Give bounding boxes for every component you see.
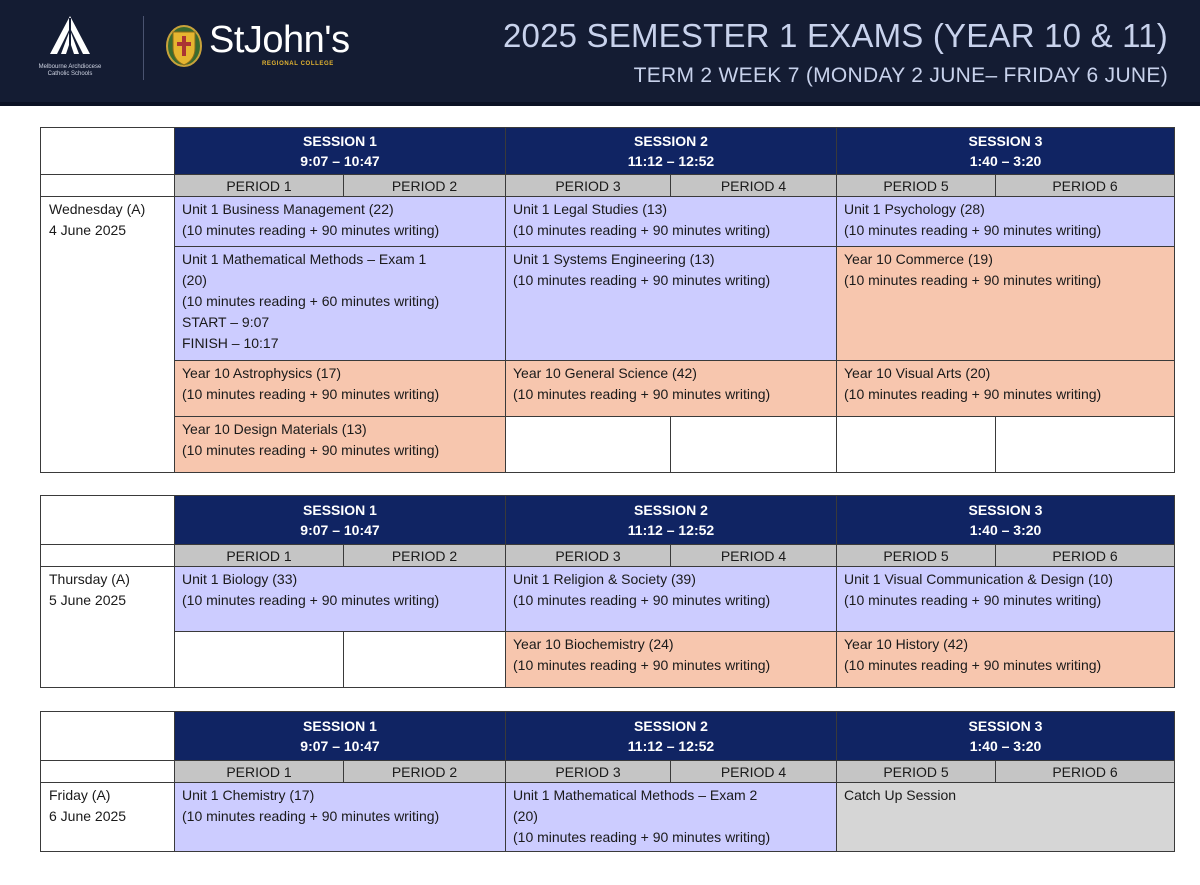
exam-row <box>41 197 1175 247</box>
exam-finish: FINISH – 10:17 <box>182 335 279 351</box>
session-1-header <box>175 712 506 761</box>
session-2-header <box>506 712 837 761</box>
period-6-header: PERIOD 6 <box>996 545 1175 567</box>
header-banner <box>0 0 1200 106</box>
period-header-row <box>41 545 1175 567</box>
session-name: SESSION 2 <box>634 502 708 518</box>
exam-count: (20) <box>182 272 207 288</box>
period-3-header: PERIOD 3 <box>506 545 671 567</box>
exam-duration: (10 minutes reading + 90 minutes writing) <box>513 386 771 402</box>
exam-duration: (10 minutes reading + 90 minutes writing) <box>844 592 1102 608</box>
period-3-header: PERIOD 3 <box>506 175 671 197</box>
exam-duration: (10 minutes reading + 90 minutes writing) <box>844 272 1102 288</box>
session-time: 11:12 – 12:52 <box>627 522 715 538</box>
school-subtitle: REGIONAL COLLEGE <box>262 61 334 67</box>
exam-duration: (10 minutes reading + 90 minutes writing) <box>182 386 440 402</box>
day-date: 6 June 2025 <box>49 808 127 824</box>
wednesday-timetable <box>40 127 1175 473</box>
session-name: SESSION 1 <box>303 718 377 734</box>
session-3-header <box>837 712 1175 761</box>
exam-cell <box>837 247 1175 361</box>
exam-duration: (10 minutes reading + 90 minutes writing) <box>513 829 771 845</box>
exam-title: Year 10 History (42) <box>844 636 968 652</box>
exam-duration: (10 minutes reading + 90 minutes writing) <box>844 657 1102 673</box>
session-name: SESSION 1 <box>303 502 377 518</box>
day-name: Wednesday (A) <box>49 201 146 217</box>
exam-duration: (10 minutes reading + 90 minutes writing) <box>182 592 440 608</box>
day-column-header <box>41 545 175 567</box>
empty-cell <box>344 632 506 688</box>
macs-arch-icon <box>48 14 92 56</box>
macs-logo-text <box>30 64 110 78</box>
exam-cell <box>175 567 506 632</box>
session-name: SESSION 1 <box>303 133 377 149</box>
period-6-header: PERIOD 6 <box>996 175 1175 197</box>
exam-cell <box>506 783 837 852</box>
exam-cell <box>837 632 1175 688</box>
empty-cell <box>175 632 344 688</box>
session-name: SESSION 3 <box>968 133 1043 149</box>
exam-row <box>41 783 1175 852</box>
exam-title: Unit 1 Systems Engineering (13) <box>513 251 715 267</box>
school-name-st: St <box>209 19 244 61</box>
period-2-header: PERIOD 2 <box>344 545 506 567</box>
exam-duration: (10 minutes reading + 90 minutes writing) <box>513 272 771 288</box>
corner-cell <box>41 712 175 761</box>
exam-title: Unit 1 Mathematical Methods – Exam 1 <box>182 251 427 267</box>
macs-logo <box>30 14 110 90</box>
session-header-row <box>41 496 1175 545</box>
empty-cell <box>506 417 671 473</box>
session-time: 1:40 – 3:20 <box>969 738 1042 754</box>
exam-row <box>41 632 1175 688</box>
exam-title: Unit 1 Biology (33) <box>182 571 298 587</box>
period-4-header: PERIOD 4 <box>671 175 837 197</box>
period-5-header: PERIOD 5 <box>837 545 996 567</box>
session-time: 9:07 – 10:47 <box>300 738 380 754</box>
period-header-row <box>41 761 1175 783</box>
session-1-header <box>175 496 506 545</box>
session-time: 9:07 – 10:47 <box>300 522 380 538</box>
exam-duration: (10 minutes reading + 90 minutes writing) <box>844 222 1102 238</box>
exam-title: Year 10 Astrophysics (17) <box>182 365 342 381</box>
period-4-header: PERIOD 4 <box>671 545 837 567</box>
friday-timetable <box>40 711 1175 852</box>
exam-title: Unit 1 Visual Communication & Design (10) <box>844 571 1113 587</box>
exam-title: Unit 1 Legal Studies (13) <box>513 201 668 217</box>
exam-cell <box>175 247 506 361</box>
exam-title: Year 10 General Science (42) <box>513 365 697 381</box>
exam-title: Unit 1 Chemistry (17) <box>182 787 315 803</box>
period-header-row <box>41 175 1175 197</box>
school-name <box>209 18 350 62</box>
corner-cell <box>41 128 175 175</box>
exam-cell <box>175 783 506 852</box>
session-time: 1:40 – 3:20 <box>969 522 1042 538</box>
day-name: Thursday (A) <box>49 571 130 587</box>
exam-duration: (10 minutes reading + 60 minutes writing) <box>182 293 440 309</box>
day-date: 5 June 2025 <box>49 592 127 608</box>
catch-up-label: Catch Up Session <box>844 787 957 803</box>
macs-text-line2: Catholic Schools <box>47 71 93 77</box>
exam-duration: (10 minutes reading + 90 minutes writing) <box>513 592 771 608</box>
period-2-header: PERIOD 2 <box>344 761 506 783</box>
session-3-header <box>837 496 1175 545</box>
exam-title: Unit 1 Business Management (22) <box>182 201 394 217</box>
period-6-header: PERIOD 6 <box>996 761 1175 783</box>
exam-title: Unit 1 Mathematical Methods – Exam 2 <box>513 787 758 803</box>
exam-title: Year 10 Biochemistry (24) <box>513 636 674 652</box>
session-2-header <box>506 496 837 545</box>
exam-title: Year 10 Commerce (19) <box>844 251 993 267</box>
session-name: SESSION 3 <box>968 718 1043 734</box>
exam-cell <box>506 632 837 688</box>
page-subtitle: TERM 2 WEEK 7 (MONDAY 2 JUNE– FRIDAY 6 JUNE) <box>633 64 1168 87</box>
session-header-row <box>41 128 1175 175</box>
catch-up-cell <box>837 783 1175 852</box>
exam-duration: (10 minutes reading + 90 minutes writing) <box>513 657 771 673</box>
exam-row <box>41 417 1175 473</box>
session-name: SESSION 3 <box>968 502 1043 518</box>
exam-cell <box>506 197 837 247</box>
period-4-header: PERIOD 4 <box>671 761 837 783</box>
period-5-header: PERIOD 5 <box>837 175 996 197</box>
day-cell <box>41 567 175 688</box>
day-date: 4 June 2025 <box>49 222 127 238</box>
page-title: 2025 SEMESTER 1 EXAMS (YEAR 10 & 11) <box>502 17 1168 54</box>
empty-cell <box>837 417 996 473</box>
exam-cell <box>837 197 1175 247</box>
period-3-header: PERIOD 3 <box>506 761 671 783</box>
day-name: Friday (A) <box>49 787 111 803</box>
exam-row <box>41 567 1175 632</box>
logo-divider <box>143 16 144 80</box>
session-1-header <box>175 128 506 175</box>
session-2-header <box>506 128 837 175</box>
day-cell <box>41 197 175 473</box>
session-time: 11:12 – 12:52 <box>627 738 715 754</box>
exam-duration: (10 minutes reading + 90 minutes writing) <box>182 222 440 238</box>
session-time: 11:12 – 12:52 <box>627 153 715 169</box>
corner-cell <box>41 496 175 545</box>
exam-cell <box>837 361 1175 417</box>
day-column-header <box>41 761 175 783</box>
session-time: 1:40 – 3:20 <box>969 153 1042 169</box>
exam-duration: (10 minutes reading + 90 minutes writing) <box>182 442 440 458</box>
period-1-header: PERIOD 1 <box>175 545 344 567</box>
exam-start: START – 9:07 <box>182 314 270 330</box>
exam-title: Year 10 Design Materials (13) <box>182 421 367 437</box>
day-column-header <box>41 175 175 197</box>
session-name: SESSION 2 <box>634 718 708 734</box>
session-header-row <box>41 712 1175 761</box>
session-3-header <box>837 128 1175 175</box>
exam-duration: (10 minutes reading + 90 minutes writing) <box>844 386 1102 402</box>
exam-title: Unit 1 Religion & Society (39) <box>513 571 696 587</box>
school-crest-icon <box>166 24 202 68</box>
day-cell <box>41 783 175 852</box>
thursday-timetable <box>40 495 1175 688</box>
session-name: SESSION 2 <box>634 133 708 149</box>
period-1-header: PERIOD 1 <box>175 175 344 197</box>
period-5-header: PERIOD 5 <box>837 761 996 783</box>
exam-cell <box>837 567 1175 632</box>
exam-row <box>41 247 1175 361</box>
exam-cell <box>506 247 837 361</box>
macs-text-line1: Melbourne Archdiocese <box>38 64 102 70</box>
exam-title: Unit 1 Psychology (28) <box>844 201 985 217</box>
empty-cell <box>996 417 1175 473</box>
empty-cell <box>671 417 837 473</box>
exam-count: (20) <box>513 808 538 824</box>
period-1-header: PERIOD 1 <box>175 761 344 783</box>
exam-duration: (10 minutes reading + 90 minutes writing) <box>182 808 440 824</box>
session-time: 9:07 – 10:47 <box>300 153 380 169</box>
exam-cell <box>506 567 837 632</box>
exam-cell <box>175 197 506 247</box>
exam-cell <box>175 417 506 473</box>
period-2-header: PERIOD 2 <box>344 175 506 197</box>
exam-cell <box>175 361 506 417</box>
exam-duration: (10 minutes reading + 90 minutes writing) <box>513 222 771 238</box>
school-name-rest: John's <box>243 19 350 61</box>
exam-row <box>41 361 1175 417</box>
exam-title: Year 10 Visual Arts (20) <box>844 365 991 381</box>
exam-cell <box>506 361 837 417</box>
